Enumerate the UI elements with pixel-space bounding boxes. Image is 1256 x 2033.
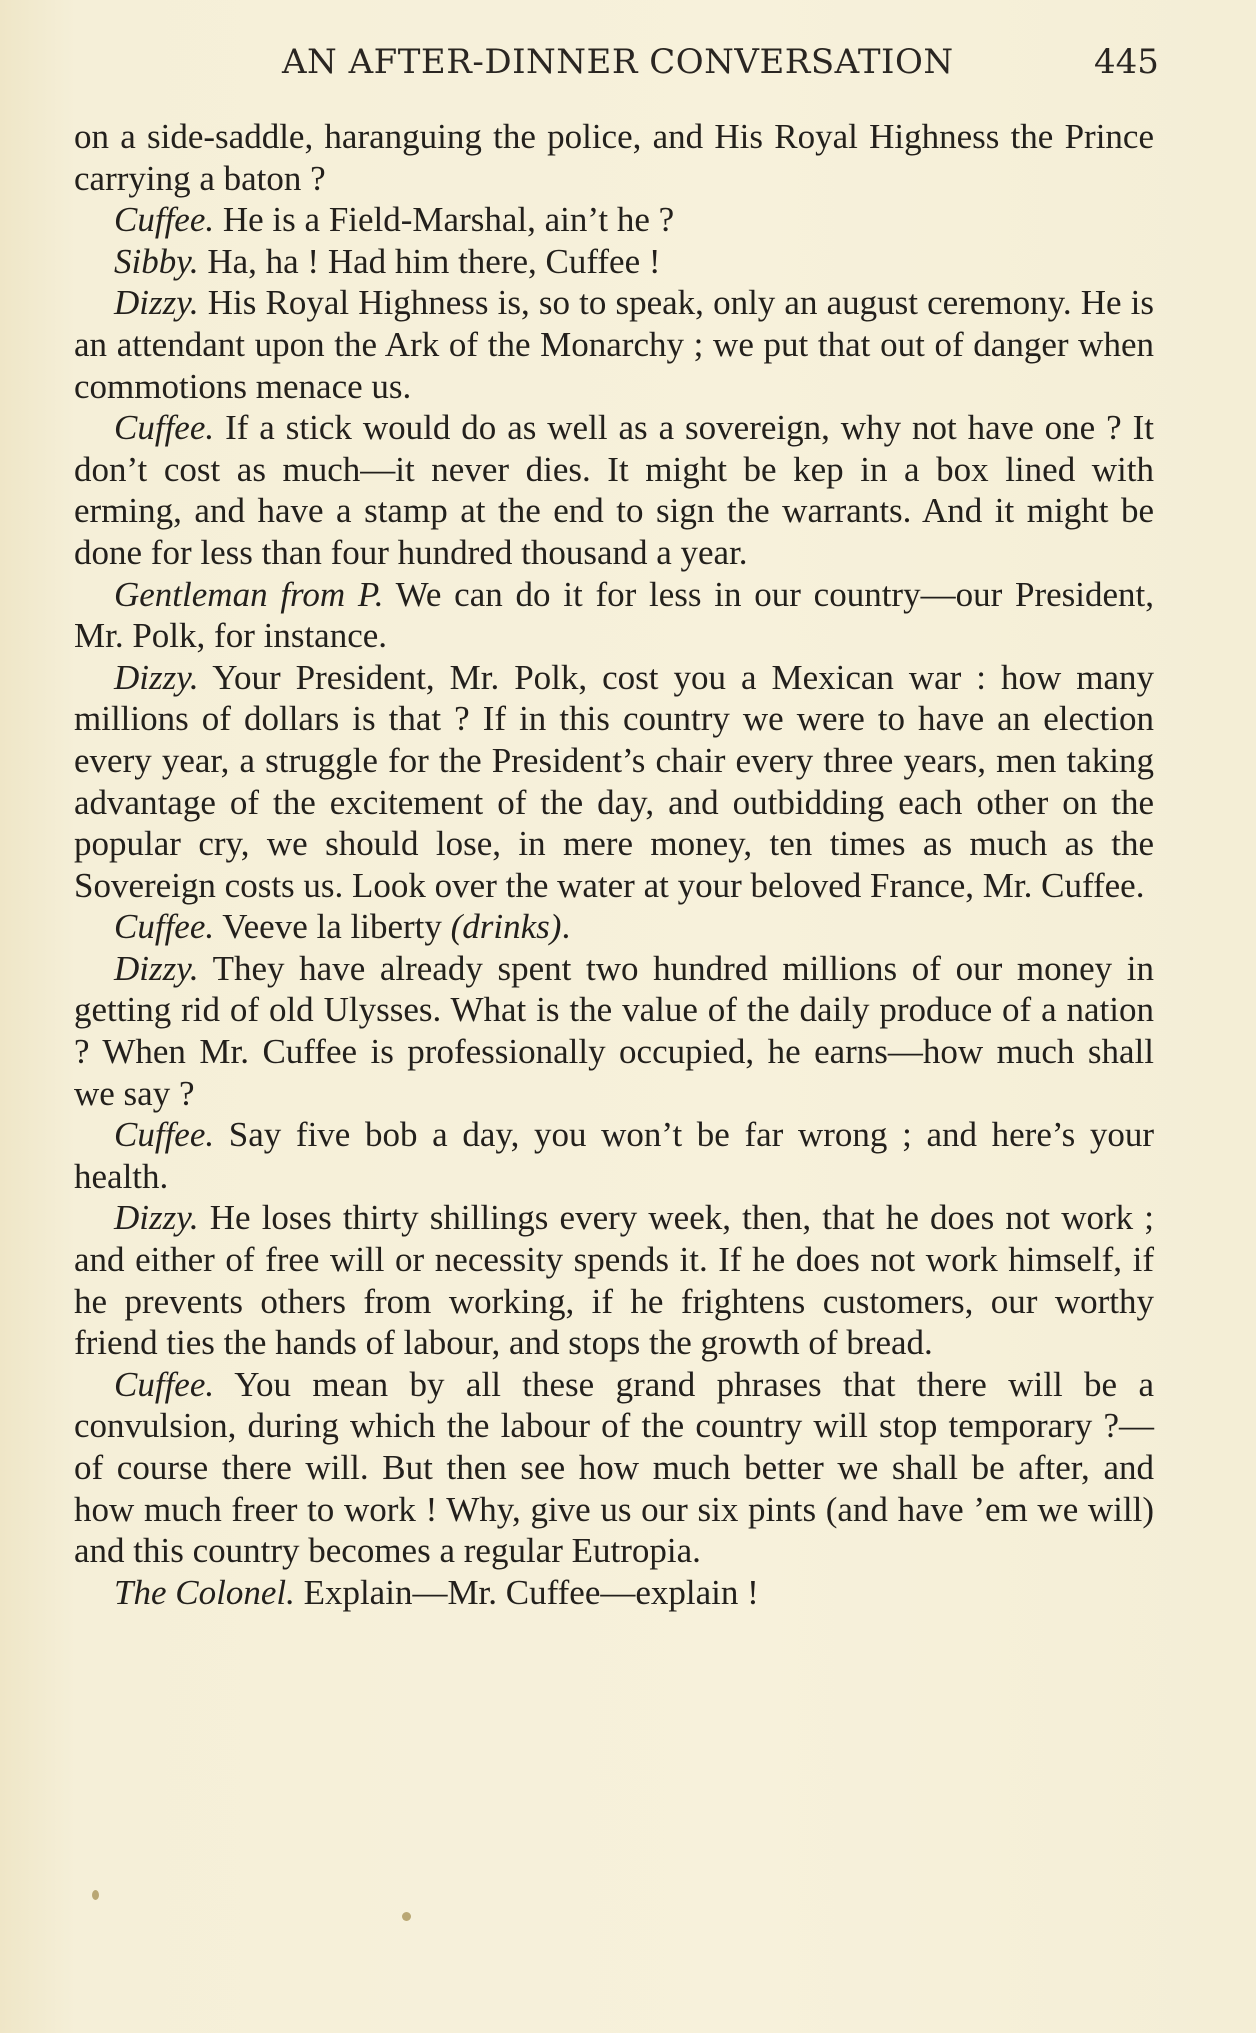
speaker-name: Cuffee. [114, 408, 215, 448]
paragraph-continuation [74, 116, 1154, 199]
speech-text: You mean by all these grand phrases that there will be a convulsion, during which the labour of the country will stop temporary ?—of course there will. But then see how much better we shall be after, and how much freer to work ! Why, give us our six pints (and have ’em we will) and this country becomes a regular Eutropia. [74, 1364, 1154, 1571]
body-text [74, 116, 1154, 1613]
passage-text: on a side-saddle, haranguing the police, and His Royal Highness the Prince carrying a baton ? [74, 117, 1154, 198]
speech-line [74, 1114, 1154, 1197]
speaker-name: Cuffee. [114, 200, 215, 240]
ink-speck [402, 1912, 411, 1921]
speech-text: Say five bob a day, you won’t be far wrong ; and here’s your health. [74, 1115, 1155, 1196]
speaker-name: Cuffee. [114, 1115, 215, 1155]
speaker-name: Gentleman from P. [114, 574, 384, 614]
speech-line [74, 1364, 1154, 1572]
speech-text: He loses thirty shillings every week, then, that he does not work ; and either of free will or necessity spends it. If he does not work himself, if he prevents others from working, if he frightens customers, our worthy friend ties the hands of labour, and stops the growth of bread. [74, 1198, 1154, 1363]
running-title: AN AFTER-DINNER CONVERSATION [282, 42, 954, 82]
speech-text: They have already spent two hundred millions of our money in getting rid of old Ulysses. What is the value of the daily produce of a nation ? When Mr. Cuffee is professionally occupied, he earns—how much shall we say ? [74, 948, 1154, 1113]
speech-line [74, 282, 1154, 407]
speech-line [74, 1197, 1154, 1363]
speech-line [74, 407, 1154, 573]
speech-text: He is a Field-Marshal, ain’t he ? [222, 200, 675, 240]
speaker-name: Dizzy. [114, 948, 199, 988]
speech-text: Veeve la liberty [222, 907, 442, 947]
speech-line [74, 574, 1154, 657]
speech-text: Explain—Mr. Cuffee—explain ! [303, 1572, 759, 1612]
speech-line [74, 1572, 1154, 1614]
speaker-name: Dizzy. [114, 1198, 199, 1238]
speech-line [74, 241, 1154, 283]
speech-text: We can do it for less in our country—our President, Mr. Polk, for instance. [74, 574, 1154, 656]
speech-text: If a stick would do as well as a sovereign, why not have one ? It don’t cost as much—it never dies. It might be kep in a box lined with erming, and have a stamp at the end to sign the warrants. And it might be done for less than four hundred thousand a year. [74, 408, 1155, 572]
speech-line [74, 906, 1154, 948]
stage-direction: (drinks) [450, 907, 562, 947]
speech-punctuation: . [561, 907, 571, 947]
speech-line [74, 657, 1154, 907]
speech-text: Ha, ha ! Had him there, Cuffee ! [207, 241, 661, 281]
speaker-name: Dizzy. [114, 657, 199, 697]
speaker-name: Cuffee. [114, 1364, 215, 1404]
page-header [0, 42, 1256, 92]
speaker-name: Dizzy. [114, 283, 199, 323]
speech-text: Your President, Mr. Polk, cost you a Mexican war : how many millions of dollars is that ? If in this country we were to have an election every year, a struggle for the President’s chair every three years, men taking advantage of the excitement of the day, and outbidding each other on the popular cry, we should lose, in mere money, ten times as much as the Sovereign costs us. Look over the water at your beloved France, Mr. Cuffee. [74, 657, 1154, 905]
speaker-name: Sibby. [114, 241, 199, 281]
speaker-name: Cuffee. [114, 907, 215, 947]
speech-line [74, 199, 1154, 241]
speech-line [74, 948, 1154, 1114]
speaker-name: The Colonel. [114, 1572, 295, 1612]
page-number: 445 [1094, 42, 1159, 82]
speech-text: His Royal Highness is, so to speak, only an august ceremony. He is an attendant upon the Ark of the Monarchy ; we put that out of danger when commotions menace us. [74, 283, 1154, 406]
ink-speck [92, 1890, 99, 1900]
